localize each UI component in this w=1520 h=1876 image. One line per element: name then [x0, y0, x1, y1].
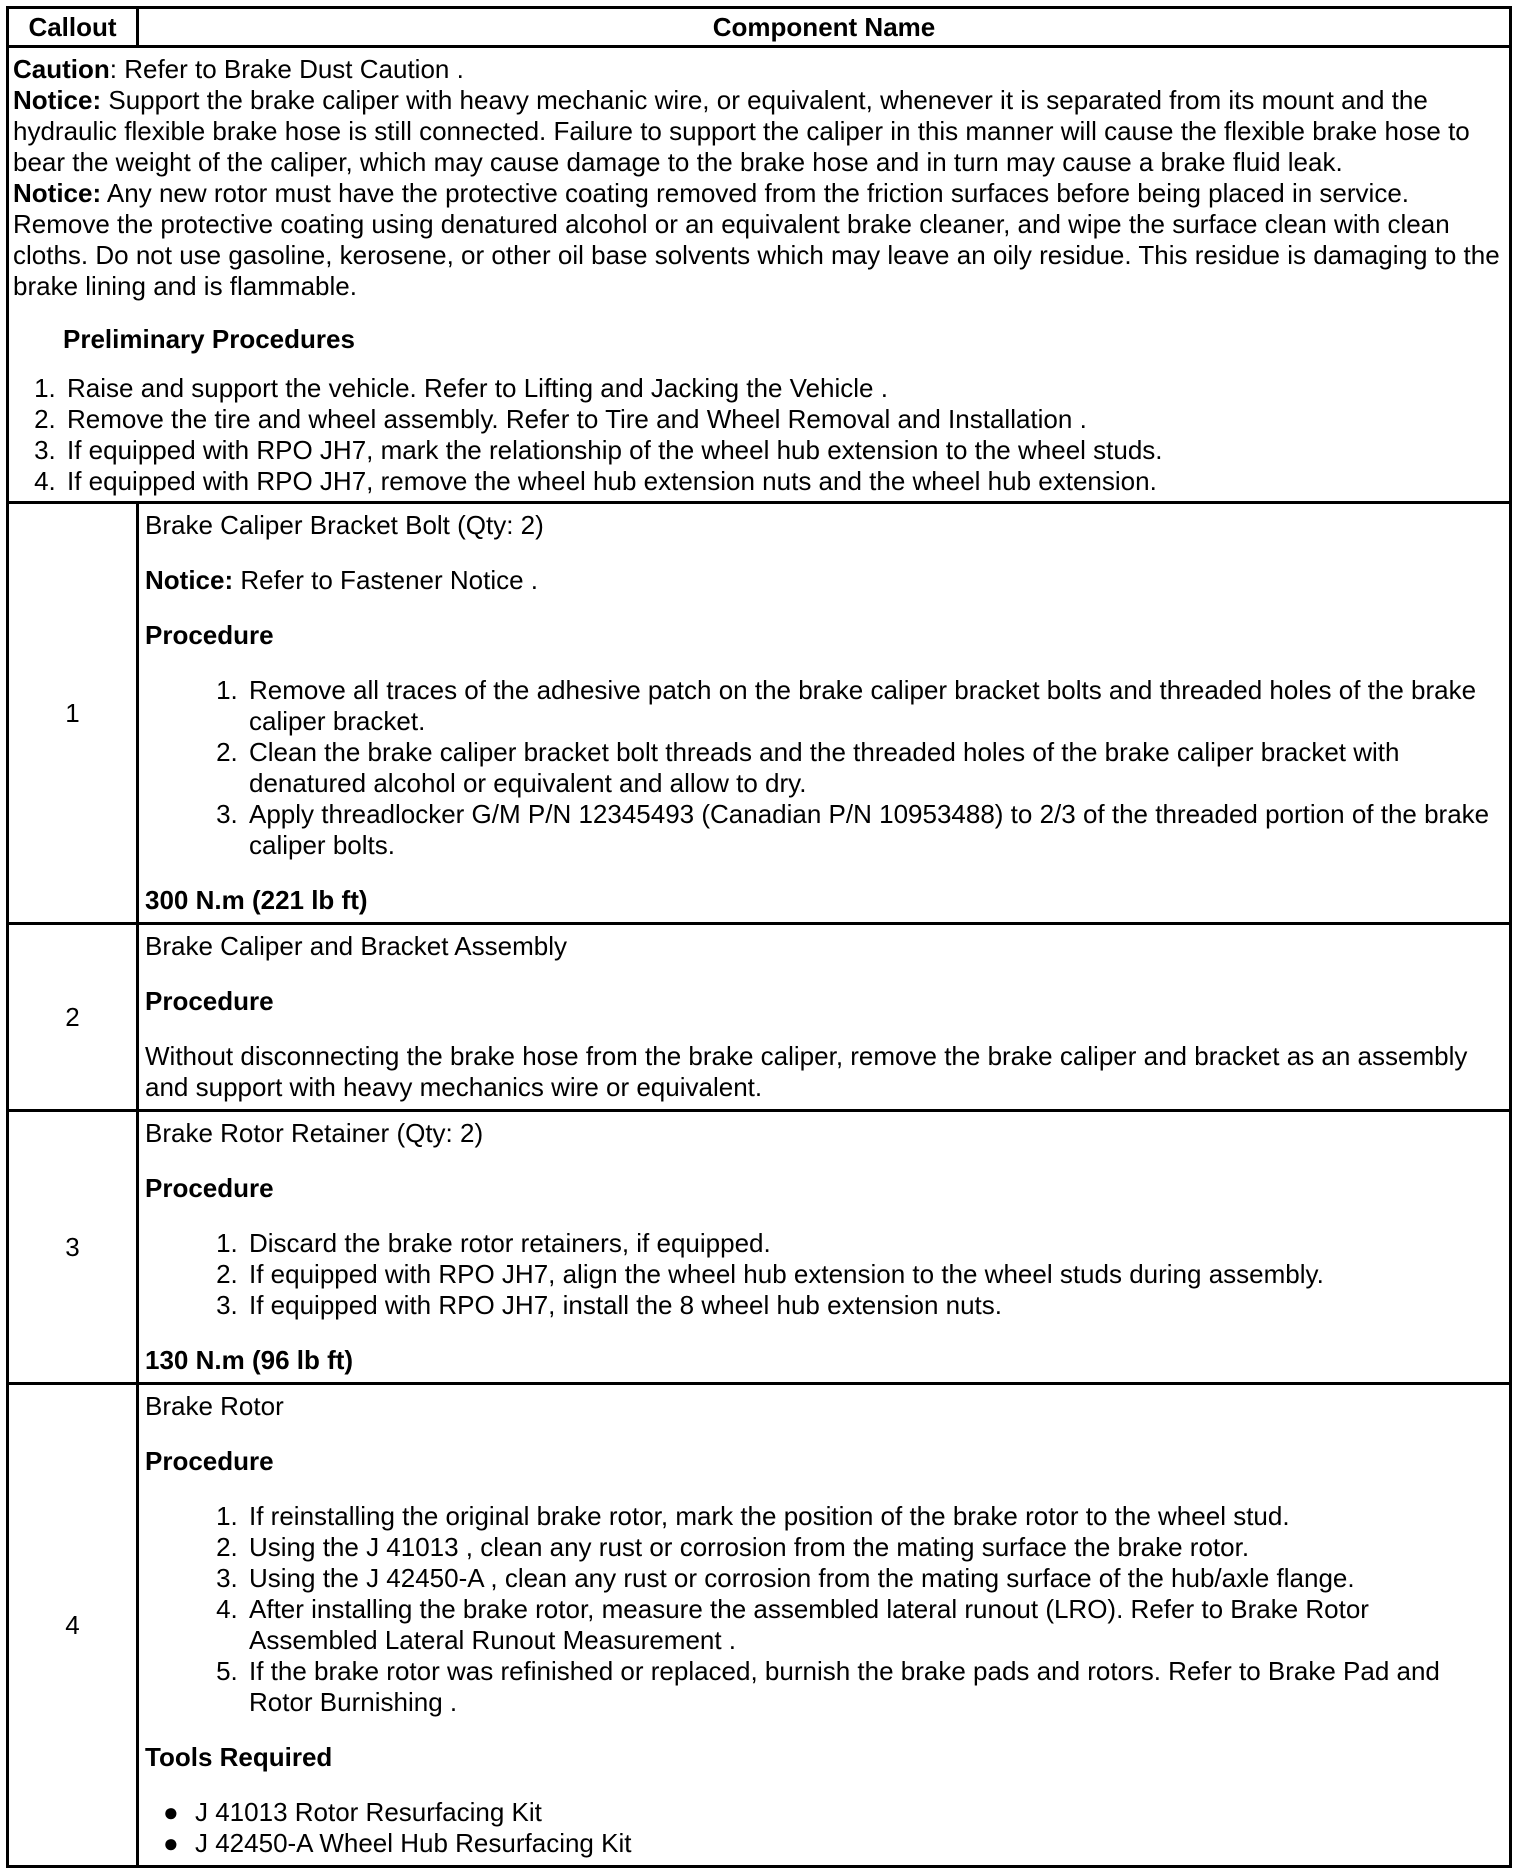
list-item: ● J 41013 Rotor Resurfacing Kit — [163, 1797, 1501, 1828]
preliminary-steps — [13, 373, 1503, 497]
list-item: 1. If reinstalling the original brake rotor, mark the position of the brake rotor to the wheel stud. — [245, 1501, 1501, 1532]
list-item: 2. Using the J 41013 , clean any rust or corrosion from the mating surface the brake rotor. — [245, 1532, 1501, 1563]
component-name: Brake Rotor Retainer (Qty: 2) — [145, 1118, 484, 1148]
caution-paragraph — [13, 54, 1503, 85]
list-item: 3. If equipped with RPO JH7, install the 8 wheel hub extension nuts. — [245, 1290, 1501, 1321]
tools-heading: Tools Required — [145, 1742, 333, 1772]
component-name: Brake Rotor — [145, 1391, 284, 1421]
list-item: 2. If equipped with RPO JH7, align the wheel hub extension to the wheel studs during assembly. — [245, 1259, 1501, 1290]
procedure-steps — [145, 1501, 1501, 1718]
component-name: Brake Caliper and Bracket Assembly — [145, 931, 567, 961]
procedure-steps — [145, 1228, 1501, 1321]
table-row — [8, 1384, 1511, 1867]
list-item: ● J 42450-A Wheel Hub Resurfacing Kit — [163, 1828, 1501, 1859]
list-item: 3. Apply threadlocker G/M P/N 12345493 (Canadian P/N 10953488) to 2/3 of the threaded portion of the brake caliper bolts. — [245, 799, 1501, 861]
procedure-heading: Procedure — [145, 1173, 274, 1203]
table-row — [8, 503, 1511, 924]
component-table — [6, 6, 1512, 1868]
notice-paragraph — [145, 565, 1501, 596]
caution-label: Caution — [13, 54, 110, 84]
notice-label: Notice: — [13, 178, 102, 208]
procedure-heading: Procedure — [145, 986, 274, 1016]
component-cell — [138, 1384, 1511, 1867]
table-row — [8, 924, 1511, 1111]
list-item: 1. Raise and support the vehicle. Refer to Lifting and Jacking the Vehicle . — [63, 373, 1503, 404]
component-cell — [138, 503, 1511, 924]
notice-label: Notice: — [145, 565, 234, 595]
callout-number: 4 — [8, 1384, 138, 1867]
intro-row — [8, 47, 1511, 503]
list-item: 2. Clean the brake caliper bracket bolt threads and the threaded holes of the brake caliper bracket with denatured alcohol or equivalent and allow to dry. — [245, 737, 1501, 799]
notice-text: Support the brake caliper with heavy mechanic wire, or equivalent, whenever it is separated from its mount and the hydraulic flexible brake hose is still connected. Failure to support the caliper in this manner will cause the flexible brake hose to bear the weight of the caliper, which may cause damage to the brake hose and in turn may cause a brake fluid leak. — [13, 85, 1470, 177]
notice-label: Notice: — [13, 85, 102, 115]
notice-text: Any new rotor must have the protective coating removed from the friction surfaces before being placed in service. Remove the protective coating using denatured alcohol or an equivalent brake cleaner, and wipe the surface clean with clean cloths. Do not use gasoline, kerosene, or other oil base solvents which may leave an oily residue. This residue is damaging to the brake lining and is flammable. — [13, 178, 1500, 301]
list-item: 5. If the brake rotor was refinished or replaced, burnish the brake pads and rotors. Refer to Brake Pad and Rotor Burnishing . — [245, 1656, 1501, 1718]
tools-list — [145, 1797, 1501, 1859]
table-header-row — [8, 8, 1511, 47]
component-cell — [138, 1111, 1511, 1384]
preliminary-heading: Preliminary Procedures — [63, 324, 355, 354]
procedure-heading: Procedure — [145, 1446, 274, 1476]
notice-text: Refer to Fastener Notice . — [233, 565, 539, 595]
notice-paragraph-1 — [13, 85, 1503, 178]
component-name-header: Component Name — [138, 8, 1511, 47]
procedure-steps — [145, 675, 1501, 861]
list-item: 3. Using the J 42450-A , clean any rust or corrosion from the mating surface of the hub/axle flange. — [245, 1563, 1501, 1594]
notice-paragraph-2 — [13, 178, 1503, 302]
list-item: 1. Remove all traces of the adhesive patch on the brake caliper bracket bolts and threaded holes of the brake caliper bracket. — [245, 675, 1501, 737]
list-item: 2. Remove the tire and wheel assembly. Refer to Tire and Wheel Removal and Installation . — [63, 404, 1503, 435]
component-cell — [138, 924, 1511, 1111]
torque-spec: 130 N.m (96 lb ft) — [145, 1345, 354, 1375]
callout-header: Callout — [8, 8, 138, 47]
callout-number: 1 — [8, 503, 138, 924]
caution-text: : Refer to Brake Dust Caution . — [109, 54, 464, 84]
procedure-document — [6, 6, 1512, 1868]
callout-number: 3 — [8, 1111, 138, 1384]
procedure-heading: Procedure — [145, 620, 274, 650]
intro-cell — [8, 47, 1511, 503]
torque-spec: 300 N.m (221 lb ft) — [145, 885, 368, 915]
list-item: 4. If equipped with RPO JH7, remove the wheel hub extension nuts and the wheel hub extension. — [63, 466, 1503, 497]
list-item: 4. After installing the brake rotor, measure the assembled lateral runout (LRO). Refer to Brake Rotor Assembled Lateral Runout Measurement . — [245, 1594, 1501, 1656]
list-item: 1. Discard the brake rotor retainers, if equipped. — [245, 1228, 1501, 1259]
table-row — [8, 1111, 1511, 1384]
procedure-text: Without disconnecting the brake hose from the brake caliper, remove the brake caliper and bracket as an assembly and support with heavy mechanics wire or equivalent. — [145, 1041, 1468, 1102]
component-name: Brake Caliper Bracket Bolt (Qty: 2) — [145, 510, 544, 540]
list-item: 3. If equipped with RPO JH7, mark the relationship of the wheel hub extension to the wheel studs. — [63, 435, 1503, 466]
callout-number: 2 — [8, 924, 138, 1111]
